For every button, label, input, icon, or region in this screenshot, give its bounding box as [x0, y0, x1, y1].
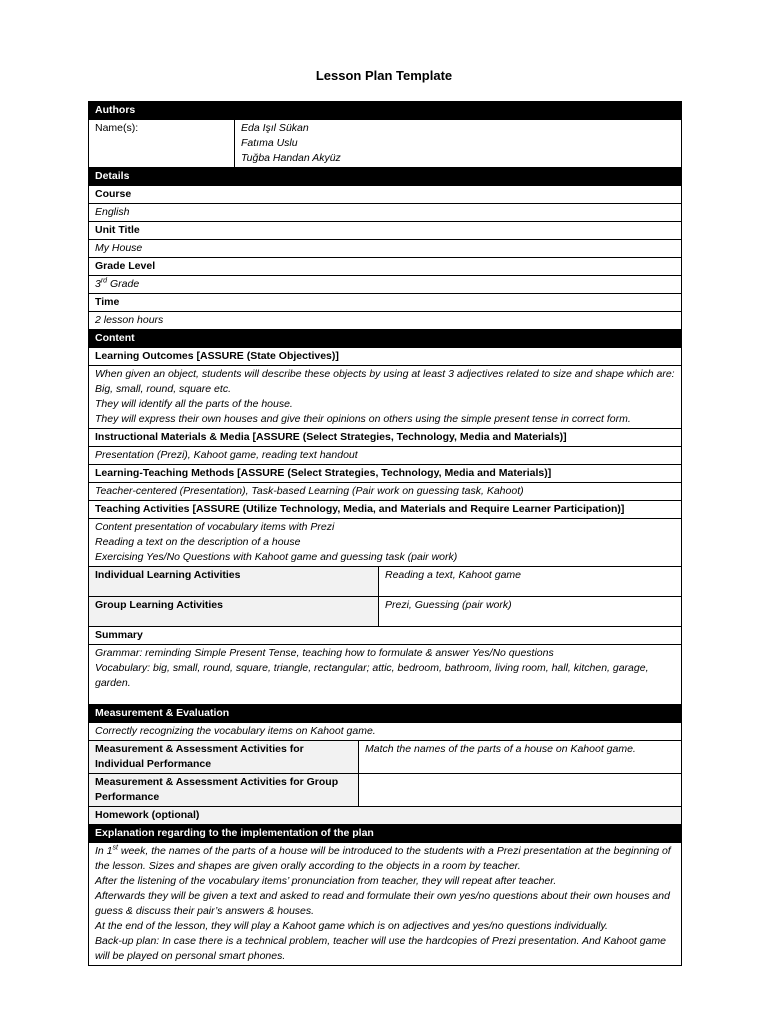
methods-label: [89, 465, 682, 483]
teaching-activities-label: [89, 501, 682, 519]
activity-line: Content presentation of vocabulary items with Prezi: [95, 521, 335, 533]
text-part: In 1: [95, 845, 113, 857]
measurement-value: Correctly recognizing the vocabulary items on Kahoot game.: [89, 723, 682, 741]
label-part: ]: [547, 467, 552, 479]
course-label: Course: [89, 186, 682, 204]
individual-assessment-label: Measurement & Assessment Activities for Individual Performance: [89, 741, 359, 774]
activity-line: Reading a text on the description of a house: [95, 536, 301, 548]
summary-line: Grammar: reminding Simple Present Tense, teaching how to formulate & answer Yes/No questions: [95, 647, 554, 659]
label-part: ASSURE (Select Strategies, Technology, Media and Materials): [240, 467, 548, 479]
learning-outcomes-label: [89, 348, 682, 366]
grade-level-label: Grade Level: [89, 258, 682, 276]
page-title: Lesson Plan Template: [315, 68, 453, 83]
individual-learning-value: Reading a text, Kahoot game: [379, 567, 682, 597]
label-part: Learning Outcomes [: [95, 350, 201, 362]
summary-label: Summary: [89, 627, 682, 645]
explanation-paragraph: [95, 844, 675, 874]
explanation-paragraph: After the listening of the vocabulary items’ pronunciation from teacher, they will repeat after teacher.: [95, 875, 557, 887]
materials-label: [89, 429, 682, 447]
teaching-activities-value: [89, 519, 682, 567]
label-part: Instructional Materials & Media [: [95, 431, 257, 443]
label-part: ASSURE (Select Strategies, Technology, Media and Materials): [256, 431, 564, 443]
summary-value: [89, 645, 682, 705]
summary-line: Vocabulary: big, small, round, square, triangle, rectangular; attic, bedroom, bathroom, living room, hall, kitchen, garage, garden.: [95, 662, 649, 689]
label-part: ]: [563, 431, 567, 443]
label-part: ASSURE (Utilize Technology, Media, and Materials and Require Learner Participation): [195, 503, 621, 515]
outcome-line: When given an object, students will describe these objects by using at least 3 adjectives related to size and shape which are: Big, small, round, square etc.: [95, 368, 675, 395]
explanation-value: [89, 843, 682, 966]
explanation-paragraph: Afterwards they will be given a text and asked to read and formulate their own yes/no questions about their own houses and guess & discuss their pair’s answers & houses.: [95, 890, 670, 917]
individual-assessment-value: Match the names of the parts of a house on Kahoot game.: [359, 741, 682, 774]
author-name: Fatıma Uslu: [241, 137, 298, 149]
explanation-header: Explanation regarding to the implementation of the plan: [89, 825, 682, 843]
grade-suffix: rd: [100, 277, 108, 285]
group-assessment-value: [359, 774, 682, 807]
content-header: Content: [89, 330, 682, 348]
outcome-line: They will identify all the parts of the house.: [95, 398, 293, 410]
learning-outcomes-value: [89, 366, 682, 429]
label-part: ]: [335, 350, 339, 362]
homework-label: Homework (optional): [89, 807, 682, 825]
measurement-header: Measurement & Evaluation: [89, 705, 682, 723]
group-learning-label: Group Learning Activities: [89, 597, 379, 627]
label-part: ASSURE (State Objectives): [200, 350, 336, 362]
label-part: ]: [620, 503, 625, 515]
materials-value: Presentation (Prezi), Kahoot game, reading text handout: [89, 447, 682, 465]
grade-number: 3: [95, 278, 101, 290]
time-value: 2 lesson hours: [89, 312, 682, 330]
grade-level-value: [89, 276, 682, 294]
explanation-paragraph: At the end of the lesson, they will play a Kahoot game which is on adjectives and yes/no questions individually.: [95, 920, 608, 932]
individual-learning-label: Individual Learning Activities: [89, 567, 379, 597]
grade-word: Grade: [107, 278, 140, 290]
explanation-paragraph: Back-up plan: In case there is a technical problem, teacher will use the hardcopies of Prezi presentation. And Kahoot game will be played on personal smart phones.: [95, 935, 667, 962]
author-names: [235, 120, 682, 168]
text-part: week, the names of the parts of a house will be introduced to the students with a Prezi presentation at the beginning of the lesson. Sizes and shapes are given orally according to the objects in a room by teacher.: [95, 845, 671, 872]
names-label: Name(s):: [89, 120, 235, 168]
author-name: Eda Işıl Sükan: [241, 122, 309, 134]
activity-line: Exercising Yes/No Questions with Kahoot game and guessing task (pair work): [95, 551, 458, 563]
author-name: Tuğba Handan Akyüz: [241, 152, 341, 164]
label-part: Learning-Teaching Methods [: [95, 467, 241, 479]
course-value: English: [89, 204, 682, 222]
lesson-plan-table: [88, 101, 682, 966]
outcome-line: They will express their own houses and give their opinions on others using the simple present tense in correct form.: [95, 413, 631, 425]
authors-header: Authors: [89, 102, 682, 120]
details-header: Details: [89, 168, 682, 186]
time-label: Time: [89, 294, 682, 312]
label-part: Teaching Activities [: [95, 503, 196, 515]
methods-value: Teacher-centered (Presentation), Task-based Learning (Pair work on guessing task, Kahoot): [89, 483, 682, 501]
group-assessment-label: Measurement & Assessment Activities for Group Performance: [89, 774, 359, 807]
group-learning-value: Prezi, Guessing (pair work): [379, 597, 682, 627]
unit-title-label: Unit Title: [89, 222, 682, 240]
ordinal-suffix: st: [112, 844, 118, 852]
unit-title-value: My House: [89, 240, 682, 258]
